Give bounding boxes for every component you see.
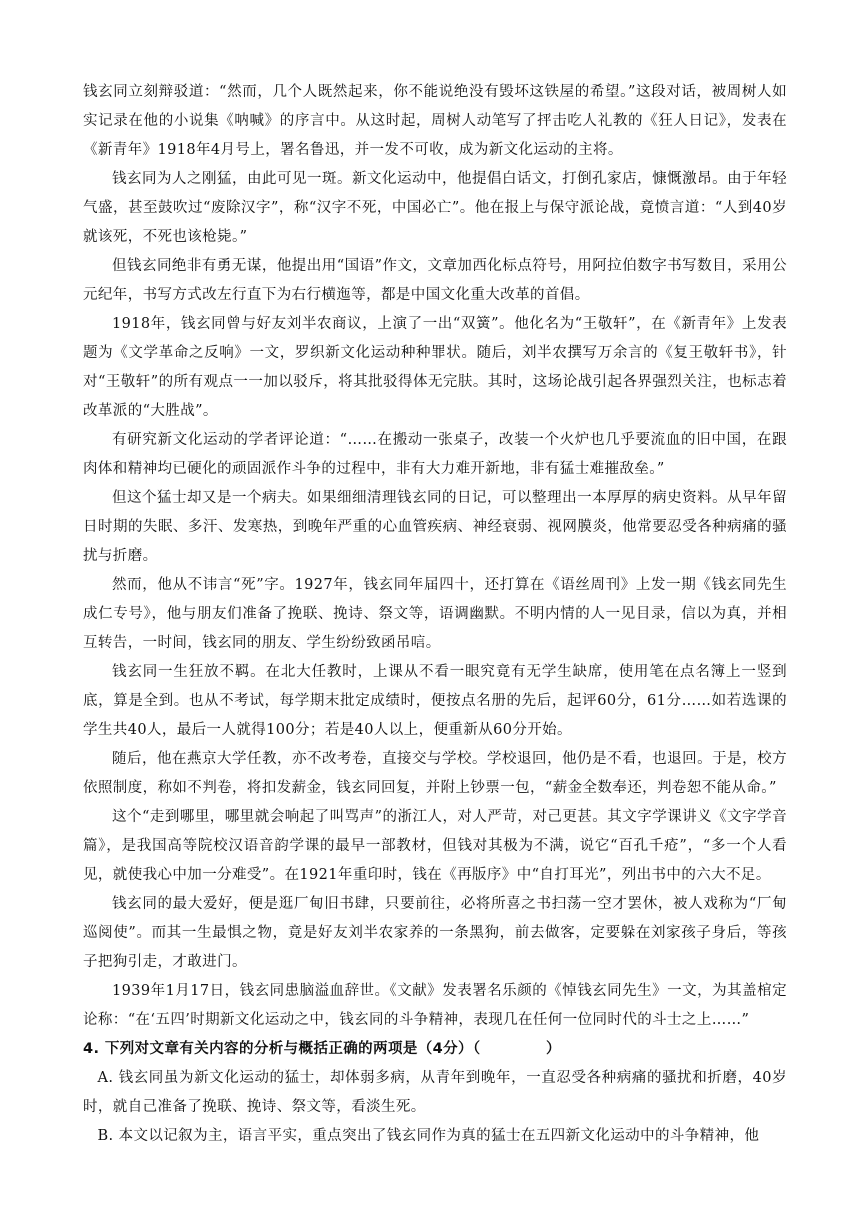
paragraph: 随后，他在燕京大学任教，亦不改考卷，直接交与学校。学校退回，他仍是不看，也退回。于是，校方依照制度，称如不判卷，将扣发薪金，钱玄同回复，并附上钞票一包，“薪金全数奉还，判卷恕不能从命。” <box>83 751 787 796</box>
question-close: ） <box>545 1041 561 1057</box>
paragraph: 然而，他从不讳言“死”字。1927年，钱玄同年届四十，还打算在《语丝周刊》上发一期《钱玄同先生成仁专号》，他与朋友们准备了挽联、挽诗、祭文等，语调幽默。不明内情的人一见目录，信以为真，并相互转告，一时间，钱玄同的朋友、学生纷纷致函吊唁。 <box>83 577 787 651</box>
document-page <box>83 78 787 1151</box>
paragraph: 钱玄同为人之刚猛，由此可见一斑。新文化运动中，他提倡白话文，打倒孔家店，慷慨激昂。由于年轻气盛，甚至鼓吹过“废除汉字”，称“汉字不死，中国必亡”。他在报上与保守派论战，竟愤言道：“人到40岁就该死，不死也该枪毙。” <box>83 171 787 245</box>
option-b: B. 本文以记叙为主，语言平实，重点突出了钱玄同作为真的猛士在五四新文化运动中的斗争精神，他 <box>97 1128 760 1144</box>
question-text: 4. 下列对文章有关内容的分析与概括正确的两项是（4分）（ <box>83 1041 481 1057</box>
question-stem <box>83 1035 787 1064</box>
paragraph: 有研究新文化运动的学者评论道：“……在搬动一张桌子，改装一个火炉也几乎要流血的旧中国，在跟肉体和精神均已硬化的顽固派作斗争的过程中，非有大力难开新地，非有猛士难摧敌垒。” <box>83 432 787 477</box>
paragraph: 1918年，钱玄同曾与好友刘半农商议，上演了一出“双簧”。他化名为“王敬轩”，在《新青年》上发表题为《文学革命之反响》一文，罗织新文化运动种种罪状。随后，刘半农撰写万余言的《复王敬轩书》，针对“王敬轩”的所有观点一一加以驳斥，将其批驳得体无完肤。其时，这场论战引起各界强烈关注，也标志着改革派的“大胜战”。 <box>83 316 787 419</box>
paragraph: 钱玄同的最大爱好，便是逛厂甸旧书肆，只要前往，必将所喜之书扫荡一空才罢休，被人戏称为“厂甸巡阅使”。而其一生最惧之物，竟是好友刘半农家养的一条黑狗，前去做客，定要躲在刘家孩子身后，等孩子把狗引走，才敢进门。 <box>83 896 787 970</box>
paragraph: 但钱玄同绝非有勇无谋，他提出用“国语”作文，文章加西化标点符号，用阿拉伯数字书写数目，采用公元纪年，书写方式改左行直下为右行横迤等，都是中国文化重大改革的首倡。 <box>83 258 787 303</box>
option-a: A. 钱玄同虽为新文化运动的猛士，却体弱多病，从青年到晚年，一直忍受各种病痛的骚扰和折磨，40岁时，就自己准备了挽联、挽诗、祭文等，看淡生死。 <box>83 1070 787 1115</box>
paragraph: 1939年1月17日，钱玄同患脑溢血辞世。《文献》发表署名乐颜的《悼钱玄同先生》一文，为其盖棺定论称：“在‘五四’时期新文化运动之中，钱玄同的斗争精神，表现几在任何一位同时代的斗士之上……” <box>83 983 787 1028</box>
answer-blank <box>481 1041 546 1057</box>
paragraph: 但这个猛士却又是一个病夫。如果细细清理钱玄同的日记，可以整理出一本厚厚的病史资料。从早年留日时期的失眠、多汗、发寒热，到晚年严重的心血管疾病、神经衰弱、视网膜炎，他常要忍受各种病痛的骚扰与折磨。 <box>83 490 787 564</box>
paragraph: 钱玄同立刻辩驳道：“然而，几个人既然起来，你不能说绝没有毁坏这铁屋的希望。”这段对话，被周树人如实记录在他的小说集《呐喊》的序言中。从这时起，周树人动笔写了抨击吃人礼教的《狂人日记》，发表在《新青年》1918年4月号上，署名鲁迅，并一发不可收，成为新文化运动的主将。 <box>83 84 787 158</box>
paragraph: 钱玄同一生狂放不羁。在北大任教时，上课从不看一眼究竟有无学生缺席，使用笔在点名簿上一竖到底，算是全到。也从不考试，每学期末批定成绩时，便按点名册的先后，起评60分，61分……如若选课的学生共40人，最后一人就得100分；若是40人以上，便重新从60分开始。 <box>83 664 787 738</box>
paragraph: 这个“走到哪里，哪里就会响起了叫骂声”的浙江人，对人严苛，对己更甚。其文字学课讲义《文字学音篇》，是我国高等院校汉语音韵学课的最早一部教材，但钱对其极为不满，说它“百孔千疮”，“多一个人看见，就使我心中加一分难受”。在1921年重印时，钱在《再版序》中“自打耳光”，列出书中的六大不足。 <box>83 809 787 883</box>
